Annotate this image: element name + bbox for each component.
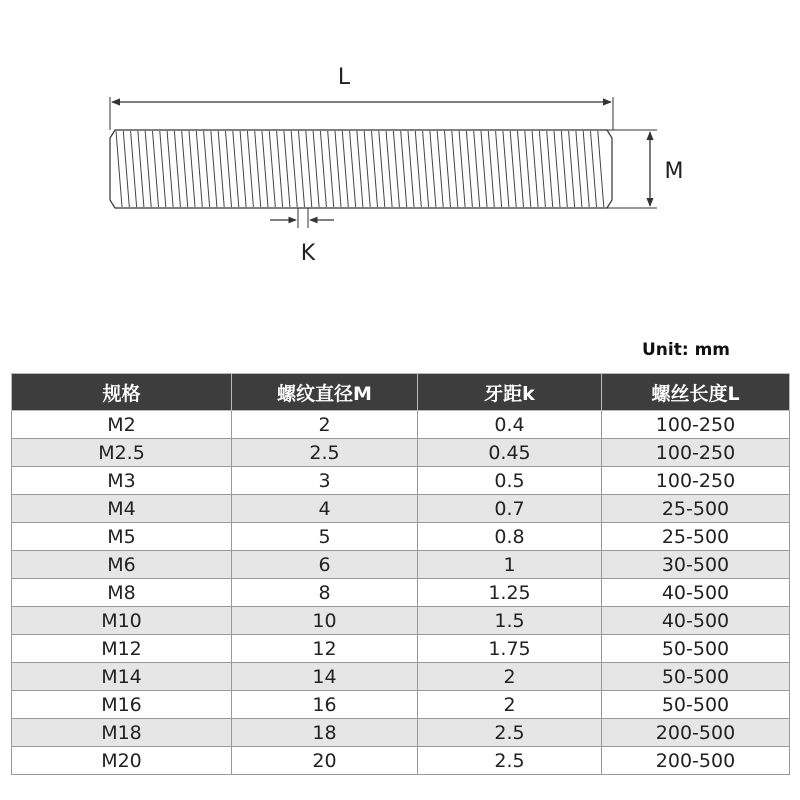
unit-label: Unit: mm [642,340,731,360]
cell-diameter: 5 [232,523,418,551]
cell-spec: M18 [12,719,232,747]
cell-spec: M10 [12,607,232,635]
table-row [12,439,790,467]
cell-spec: M2 [12,411,232,439]
table-row [12,719,790,747]
cell-diameter: 20 [232,747,418,775]
cell-length: 50-500 [602,663,790,691]
cell-spec: M5 [12,523,232,551]
cell-pitch: 1.25 [418,579,602,607]
table-row [12,607,790,635]
cell-diameter: 2 [232,411,418,439]
cell-diameter: 6 [232,551,418,579]
header-pitch: 牙距k [418,374,602,411]
cell-length: 50-500 [602,691,790,719]
cell-pitch: 0.5 [418,467,602,495]
cell-length: 25-500 [602,523,790,551]
spec-table [11,373,790,775]
cell-length: 40-500 [602,607,790,635]
cell-pitch: 0.4 [418,411,602,439]
cell-pitch: 1.75 [418,635,602,663]
cell-diameter: 2.5 [232,439,418,467]
cell-pitch: 0.8 [418,523,602,551]
threaded-rod-diagram [0,0,800,300]
cell-pitch: 2 [418,663,602,691]
cell-spec: M8 [12,579,232,607]
pitch-label: K [300,241,316,266]
cell-length: 30-500 [602,551,790,579]
cell-spec: M2.5 [12,439,232,467]
cell-pitch: 0.45 [418,439,602,467]
cell-length: 200-500 [602,719,790,747]
cell-spec: M20 [12,747,232,775]
threaded-rod [110,130,612,208]
table-row [12,467,790,495]
cell-pitch: 0.7 [418,495,602,523]
cell-length: 100-250 [602,439,790,467]
cell-spec: M4 [12,495,232,523]
cell-diameter: 4 [232,495,418,523]
cell-diameter: 12 [232,635,418,663]
cell-spec: M12 [12,635,232,663]
header-screw-length: 螺丝长度L [602,374,790,411]
header-spec: 规格 [12,374,232,411]
cell-length: 200-500 [602,747,790,775]
table-row [12,579,790,607]
header-thread-diameter: 螺纹直径M [232,374,418,411]
cell-spec: M3 [12,467,232,495]
table-row [12,747,790,775]
table-row [12,551,790,579]
table-row [12,663,790,691]
cell-diameter: 8 [232,579,418,607]
length-label: L [337,65,351,90]
cell-length: 40-500 [602,579,790,607]
diameter-label: M [664,159,684,184]
cell-length: 100-250 [602,411,790,439]
cell-diameter: 3 [232,467,418,495]
table-row [12,411,790,439]
cell-length: 50-500 [602,635,790,663]
cell-diameter: 10 [232,607,418,635]
table-row [12,495,790,523]
cell-diameter: 14 [232,663,418,691]
cell-length: 100-250 [602,467,790,495]
table-row [12,635,790,663]
cell-diameter: 18 [232,719,418,747]
cell-spec: M14 [12,663,232,691]
table-row [12,691,790,719]
cell-pitch: 1 [418,551,602,579]
cell-spec: M6 [12,551,232,579]
cell-pitch: 2.5 [418,747,602,775]
cell-diameter: 16 [232,691,418,719]
cell-spec: M16 [12,691,232,719]
table-row [12,523,790,551]
cell-length: 25-500 [602,495,790,523]
cell-pitch: 2 [418,691,602,719]
cell-pitch: 2.5 [418,719,602,747]
table-header-row [12,374,790,411]
cell-pitch: 1.5 [418,607,602,635]
